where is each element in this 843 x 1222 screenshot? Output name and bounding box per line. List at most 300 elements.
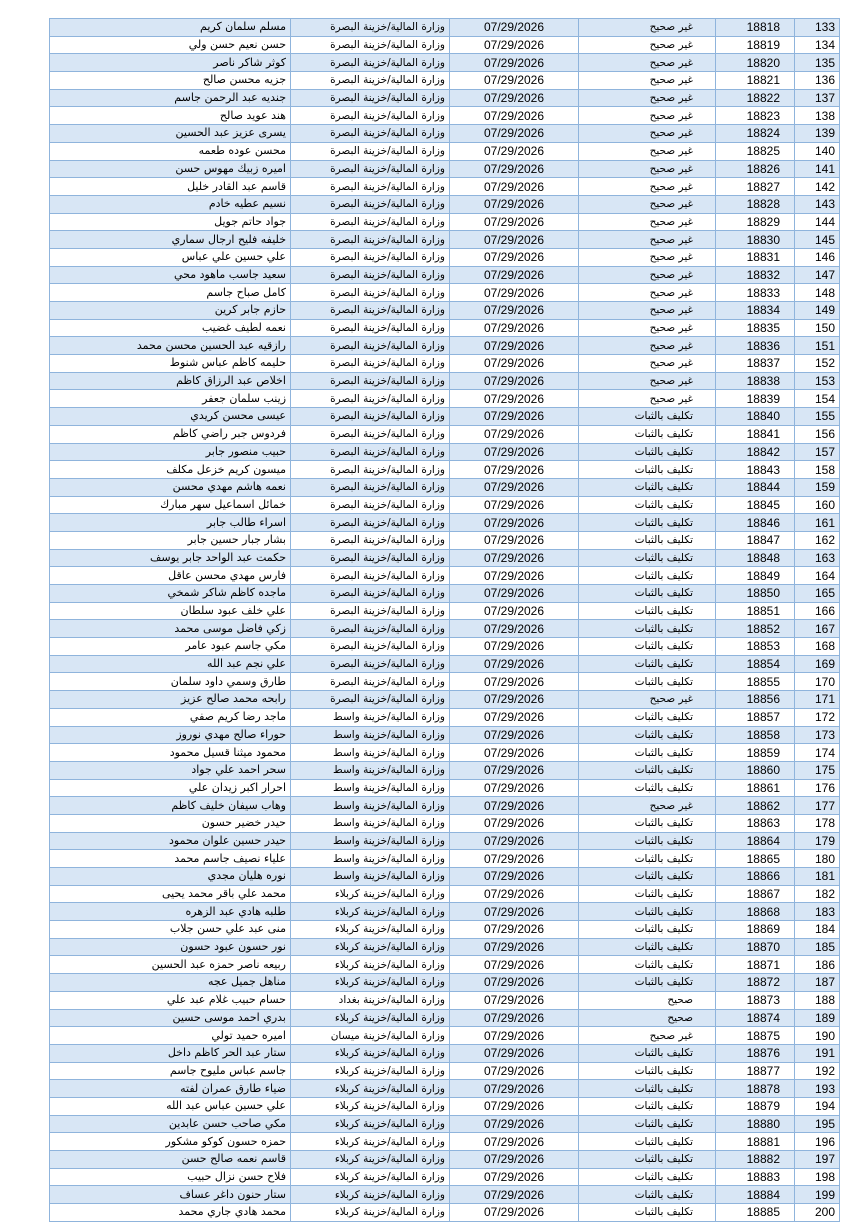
table-row [50,1009,840,1027]
table-row [50,19,840,37]
department-cell: وزارة المالية/خزينة البصرة [291,178,450,196]
id-cell: 18819 [716,36,795,54]
row-number-cell: 143 [795,195,840,213]
table-row [50,744,840,762]
table-row [50,691,840,709]
name-cell: ستار حنون داغر عساف [50,1186,291,1204]
row-number-cell: 197 [795,1151,840,1169]
table-row [50,567,840,585]
status-cell: تكليف بالثبات [579,567,716,585]
table-row [50,425,840,443]
date-cell: 07/29/2026 [450,266,579,284]
name-cell: خليفه فليح ارجال سماري [50,231,291,249]
date-cell: 07/29/2026 [450,708,579,726]
name-cell: جاسم عباس مليوح جاسم [50,1062,291,1080]
id-cell: 18842 [716,443,795,461]
row-number-cell: 149 [795,302,840,320]
id-cell: 18875 [716,1027,795,1045]
name-cell: زكي فاضل موسى محمد [50,620,291,638]
table-row [50,107,840,125]
date-cell: 07/29/2026 [450,1115,579,1133]
id-cell: 18858 [716,726,795,744]
name-cell: حكمت عبد الواحد جابر يوسف [50,549,291,567]
name-cell: ماجده كاظم شاكر شمخي [50,585,291,603]
row-number-cell: 170 [795,673,840,691]
name-cell: نعمه لطيف غضيب [50,319,291,337]
date-cell: 07/29/2026 [450,868,579,886]
id-cell: 18820 [716,54,795,72]
status-cell: تكليف بالثبات [579,531,716,549]
department-cell: وزارة المالية/خزينة البصرة [291,195,450,213]
id-cell: 18862 [716,797,795,815]
name-cell: قاسم نعمه صالح حسن [50,1151,291,1169]
table-row [50,1080,840,1098]
table-row [50,461,840,479]
row-number-cell: 198 [795,1168,840,1186]
status-cell: تكليف بالثبات [579,885,716,903]
date-cell: 07/29/2026 [450,1204,579,1222]
id-cell: 18859 [716,744,795,762]
department-cell: وزارة المالية/خزينة بغداد [291,991,450,1009]
row-number-cell: 192 [795,1062,840,1080]
name-cell: مكي جاسم عبود عامر [50,638,291,656]
id-cell: 18872 [716,974,795,992]
status-cell: تكليف بالثبات [579,779,716,797]
department-cell: وزارة المالية/خزينة كربلاء [291,956,450,974]
name-cell: محمد هادي جاري محمد [50,1204,291,1222]
department-cell: وزارة المالية/خزينة البصرة [291,408,450,426]
id-cell: 18841 [716,425,795,443]
id-cell: 18832 [716,266,795,284]
status-cell: تكليف بالثبات [579,938,716,956]
id-cell: 18885 [716,1204,795,1222]
table-row [50,514,840,532]
id-cell: 18839 [716,390,795,408]
status-cell: تكليف بالثبات [579,726,716,744]
status-cell: غير صحيح [579,36,716,54]
id-cell: 18866 [716,868,795,886]
date-cell: 07/29/2026 [450,408,579,426]
date-cell: 07/29/2026 [450,903,579,921]
department-cell: وزارة المالية/خزينة البصرة [291,602,450,620]
date-cell: 07/29/2026 [450,355,579,373]
department-cell: وزارة المالية/خزينة واسط [291,744,450,762]
table-row [50,673,840,691]
id-cell: 18825 [716,142,795,160]
date-cell: 07/29/2026 [450,1186,579,1204]
row-number-cell: 168 [795,638,840,656]
department-cell: وزارة المالية/خزينة واسط [291,868,450,886]
date-cell: 07/29/2026 [450,567,579,585]
row-number-cell: 155 [795,408,840,426]
status-cell: غير صحيح [579,319,716,337]
id-cell: 18818 [716,19,795,37]
id-cell: 18847 [716,531,795,549]
department-cell: وزارة المالية/خزينة البصرة [291,89,450,107]
date-cell: 07/29/2026 [450,1044,579,1062]
table-row [50,531,840,549]
table-row [50,478,840,496]
date-cell: 07/29/2026 [450,531,579,549]
row-number-cell: 167 [795,620,840,638]
date-cell: 07/29/2026 [450,231,579,249]
row-number-cell: 162 [795,531,840,549]
department-cell: وزارة المالية/خزينة البصرة [291,514,450,532]
date-cell: 07/29/2026 [450,337,579,355]
date-cell: 07/29/2026 [450,761,579,779]
name-cell: ضياء طارق عمران لفته [50,1080,291,1098]
row-number-cell: 159 [795,478,840,496]
status-cell: غير صحيح [579,691,716,709]
id-cell: 18826 [716,160,795,178]
department-cell: وزارة المالية/خزينة البصرة [291,266,450,284]
name-cell: طلبه هادي عبد الزهره [50,903,291,921]
id-cell: 18882 [716,1151,795,1169]
status-cell: غير صحيح [579,213,716,231]
table-row [50,1186,840,1204]
row-number-cell: 152 [795,355,840,373]
records-table [49,18,840,1222]
name-cell: حمزه حسون كوكو مشكور [50,1133,291,1151]
row-number-cell: 178 [795,814,840,832]
status-cell: تكليف بالثبات [579,850,716,868]
id-cell: 18870 [716,938,795,956]
row-number-cell: 176 [795,779,840,797]
department-cell: وزارة المالية/خزينة كربلاء [291,1044,450,1062]
date-cell: 07/29/2026 [450,956,579,974]
table-row [50,938,840,956]
table-row [50,655,840,673]
date-cell: 07/29/2026 [450,478,579,496]
date-cell: 07/29/2026 [450,1027,579,1045]
name-cell: ماجد رضا كريم صفي [50,708,291,726]
row-number-cell: 140 [795,142,840,160]
name-cell: نوره هليان مجدي [50,868,291,886]
date-cell: 07/29/2026 [450,1009,579,1027]
date-cell: 07/29/2026 [450,814,579,832]
table-row [50,337,840,355]
name-cell: علي خلف عبود سلطان [50,602,291,620]
id-cell: 18821 [716,72,795,90]
name-cell: فارس مهدي محسن عاقل [50,567,291,585]
status-cell: تكليف بالثبات [579,814,716,832]
date-cell: 07/29/2026 [450,142,579,160]
department-cell: وزارة المالية/خزينة واسط [291,797,450,815]
status-cell: تكليف بالثبات [579,1115,716,1133]
row-number-cell: 136 [795,72,840,90]
date-cell: 07/29/2026 [450,638,579,656]
department-cell: وزارة المالية/خزينة كربلاء [291,1097,450,1115]
date-cell: 07/29/2026 [450,36,579,54]
status-cell: غير صحيح [579,797,716,815]
status-cell: غير صحيح [579,248,716,266]
row-number-cell: 163 [795,549,840,567]
row-number-cell: 165 [795,585,840,603]
row-number-cell: 146 [795,248,840,266]
table-row [50,355,840,373]
date-cell: 07/29/2026 [450,620,579,638]
department-cell: وزارة المالية/خزينة واسط [291,726,450,744]
department-cell: وزارة المالية/خزينة البصرة [291,531,450,549]
status-cell: غير صحيح [579,160,716,178]
id-cell: 18822 [716,89,795,107]
row-number-cell: 158 [795,461,840,479]
status-cell: تكليف بالثبات [579,638,716,656]
row-number-cell: 190 [795,1027,840,1045]
department-cell: وزارة المالية/خزينة واسط [291,814,450,832]
table-row [50,408,840,426]
row-number-cell: 156 [795,425,840,443]
row-number-cell: 161 [795,514,840,532]
date-cell: 07/29/2026 [450,1080,579,1098]
id-cell: 18884 [716,1186,795,1204]
name-cell: عيسى محسن كريدي [50,408,291,426]
name-cell: مكي صاحب حسن عابدين [50,1115,291,1133]
row-number-cell: 184 [795,921,840,939]
name-cell: كوثر شاكر ناصر [50,54,291,72]
name-cell: خمائل اسماعيل سهر مبارك [50,496,291,514]
id-cell: 18834 [716,302,795,320]
name-cell: علي حسين عباس عبد الله [50,1097,291,1115]
id-cell: 18856 [716,691,795,709]
table-row [50,602,840,620]
row-number-cell: 164 [795,567,840,585]
name-cell: حيدر خضير حسون [50,814,291,832]
name-cell: حليمه كاظم عباس شنوط [50,355,291,373]
status-cell: غير صحيح [579,355,716,373]
row-number-cell: 173 [795,726,840,744]
row-number-cell: 183 [795,903,840,921]
table-row [50,213,840,231]
name-cell: حازم جابر كرين [50,302,291,320]
row-number-cell: 175 [795,761,840,779]
name-cell: نور حسون عبود حسون [50,938,291,956]
status-cell: تكليف بالثبات [579,620,716,638]
date-cell: 07/29/2026 [450,655,579,673]
date-cell: 07/29/2026 [450,691,579,709]
status-cell: تكليف بالثبات [579,1168,716,1186]
date-cell: 07/29/2026 [450,178,579,196]
status-cell: غير صحيح [579,72,716,90]
status-cell: تكليف بالثبات [579,761,716,779]
table-row [50,1027,840,1045]
id-cell: 18879 [716,1097,795,1115]
date-cell: 07/29/2026 [450,248,579,266]
row-number-cell: 154 [795,390,840,408]
table-row [50,160,840,178]
status-cell: غير صحيح [579,54,716,72]
date-cell: 07/29/2026 [450,72,579,90]
department-cell: وزارة المالية/خزينة البصرة [291,319,450,337]
department-cell: وزارة المالية/خزينة البصرة [291,302,450,320]
date-cell: 07/29/2026 [450,319,579,337]
name-cell: نعمه هاشم مهدي محسن [50,478,291,496]
status-cell: تكليف بالثبات [579,1044,716,1062]
id-cell: 18881 [716,1133,795,1151]
name-cell: فلاح حسن نزال حبيب [50,1168,291,1186]
table-row [50,885,840,903]
status-cell: تكليف بالثبات [579,673,716,691]
id-cell: 18844 [716,478,795,496]
department-cell: وزارة المالية/خزينة البصرة [291,337,450,355]
status-cell: تكليف بالثبات [579,903,716,921]
table-row [50,726,840,744]
name-cell: سعيد جاسب ماهود محي [50,266,291,284]
status-cell: تكليف بالثبات [579,868,716,886]
status-cell: غير صحيح [579,142,716,160]
id-cell: 18864 [716,832,795,850]
department-cell: وزارة المالية/خزينة البصرة [291,54,450,72]
id-cell: 18853 [716,638,795,656]
table-row [50,195,840,213]
status-cell: تكليف بالثبات [579,461,716,479]
department-cell: وزارة المالية/خزينة البصرة [291,231,450,249]
name-cell: ربيعه ناصر حمزه عبد الحسين [50,956,291,974]
row-number-cell: 144 [795,213,840,231]
status-cell: تكليف بالثبات [579,478,716,496]
row-number-cell: 199 [795,1186,840,1204]
row-number-cell: 195 [795,1115,840,1133]
department-cell: وزارة المالية/خزينة البصرة [291,284,450,302]
row-number-cell: 137 [795,89,840,107]
id-cell: 18854 [716,655,795,673]
table-row [50,956,840,974]
row-number-cell: 185 [795,938,840,956]
id-cell: 18874 [716,1009,795,1027]
status-cell: تكليف بالثبات [579,496,716,514]
row-number-cell: 134 [795,36,840,54]
name-cell: زينب سلمان جعفر [50,390,291,408]
row-number-cell: 193 [795,1080,840,1098]
row-number-cell: 188 [795,991,840,1009]
department-cell: وزارة المالية/خزينة البصرة [291,638,450,656]
name-cell: محسن عوده طعمه [50,142,291,160]
table-row [50,1204,840,1222]
row-number-cell: 180 [795,850,840,868]
table-row [50,319,840,337]
department-cell: وزارة المالية/خزينة البصرة [291,691,450,709]
department-cell: وزارة المالية/خزينة واسط [291,761,450,779]
table-row [50,248,840,266]
table-row [50,549,840,567]
status-cell: تكليف بالثبات [579,1186,716,1204]
table-row [50,832,840,850]
status-cell: تكليف بالثبات [579,514,716,532]
department-cell: وزارة المالية/خزينة كربلاء [291,1204,450,1222]
date-cell: 07/29/2026 [450,1097,579,1115]
id-cell: 18871 [716,956,795,974]
row-number-cell: 182 [795,885,840,903]
date-cell: 07/29/2026 [450,160,579,178]
date-cell: 07/29/2026 [450,19,579,37]
row-number-cell: 181 [795,868,840,886]
id-cell: 18850 [716,585,795,603]
table-row [50,761,840,779]
name-cell: اميره حميد تولي [50,1027,291,1045]
status-cell: غير صحيح [579,107,716,125]
name-cell: مسلم سلمان كريم [50,19,291,37]
date-cell: 07/29/2026 [450,302,579,320]
department-cell: وزارة المالية/خزينة كربلاء [291,1009,450,1027]
date-cell: 07/29/2026 [450,89,579,107]
status-cell: تكليف بالثبات [579,443,716,461]
table-row [50,814,840,832]
id-cell: 18846 [716,514,795,532]
department-cell: وزارة المالية/خزينة واسط [291,850,450,868]
row-number-cell: 172 [795,708,840,726]
id-cell: 18861 [716,779,795,797]
row-number-cell: 196 [795,1133,840,1151]
table-row [50,708,840,726]
name-cell: محمد علي باقر محمد يحيى [50,885,291,903]
id-cell: 18863 [716,814,795,832]
id-cell: 18869 [716,921,795,939]
date-cell: 07/29/2026 [450,991,579,1009]
department-cell: وزارة المالية/خزينة البصرة [291,673,450,691]
date-cell: 07/29/2026 [450,850,579,868]
id-cell: 18883 [716,1168,795,1186]
date-cell: 07/29/2026 [450,372,579,390]
table-row [50,125,840,143]
date-cell: 07/29/2026 [450,514,579,532]
date-cell: 07/29/2026 [450,744,579,762]
department-cell: وزارة المالية/خزينة البصرة [291,478,450,496]
department-cell: وزارة المالية/خزينة البصرة [291,655,450,673]
table-row [50,1151,840,1169]
table-row [50,1097,840,1115]
date-cell: 07/29/2026 [450,602,579,620]
table-row [50,1062,840,1080]
table-row [50,1044,840,1062]
department-cell: وزارة المالية/خزينة كربلاء [291,1115,450,1133]
date-cell: 07/29/2026 [450,673,579,691]
row-number-cell: 187 [795,974,840,992]
department-cell: وزارة المالية/خزينة البصرة [291,443,450,461]
department-cell: وزارة المالية/خزينة البصرة [291,620,450,638]
id-cell: 18843 [716,461,795,479]
id-cell: 18855 [716,673,795,691]
name-cell: جواد حاتم جويل [50,213,291,231]
id-cell: 18833 [716,284,795,302]
table-row [50,372,840,390]
row-number-cell: 141 [795,160,840,178]
name-cell: كامل صباح جاسم [50,284,291,302]
name-cell: نسيم عطيه خادم [50,195,291,213]
id-cell: 18851 [716,602,795,620]
id-cell: 18878 [716,1080,795,1098]
id-cell: 18837 [716,355,795,373]
department-cell: وزارة المالية/خزينة البصرة [291,125,450,143]
row-number-cell: 157 [795,443,840,461]
table-row [50,974,840,992]
date-cell: 07/29/2026 [450,938,579,956]
row-number-cell: 145 [795,231,840,249]
status-cell: غير صحيح [579,302,716,320]
department-cell: وزارة المالية/خزينة كربلاء [291,1168,450,1186]
department-cell: وزارة المالية/خزينة كربلاء [291,938,450,956]
id-cell: 18838 [716,372,795,390]
department-cell: وزارة المالية/خزينة البصرة [291,390,450,408]
row-number-cell: 151 [795,337,840,355]
table-row [50,178,840,196]
row-number-cell: 186 [795,956,840,974]
row-number-cell: 200 [795,1204,840,1222]
status-cell: غير صحيح [579,266,716,284]
department-cell: وزارة المالية/خزينة البصرة [291,425,450,443]
status-cell: تكليف بالثبات [579,425,716,443]
date-cell: 07/29/2026 [450,284,579,302]
row-number-cell: 169 [795,655,840,673]
